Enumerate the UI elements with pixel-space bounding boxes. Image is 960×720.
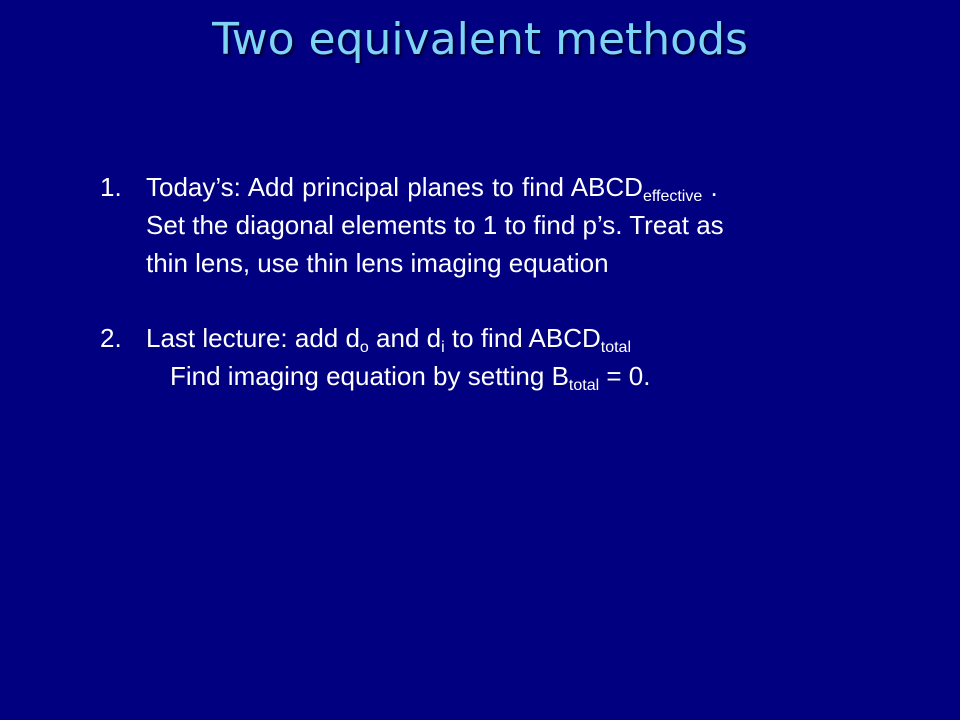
item-gap <box>100 282 900 319</box>
item-1-text-b: . <box>702 172 718 202</box>
subscript-total-2: total <box>568 377 600 394</box>
list-number-2: 2. <box>100 323 122 353</box>
list-item-1 <box>100 168 900 282</box>
item-1-line-2: Set the diagonal elements to 1 to find p’s. Treat as <box>146 210 724 240</box>
item-2-text-b: and d <box>368 323 442 353</box>
subscript-i: i <box>441 339 445 356</box>
subscript-effective: effective <box>642 188 703 205</box>
item-1-line-3: thin lens, use thin lens imaging equation <box>146 248 609 278</box>
list-item-2 <box>100 319 900 395</box>
item-1-text-a: Today’s: Add principal planes to find ABCD <box>146 172 643 202</box>
item-2-text-e: = 0. <box>599 361 651 391</box>
subscript-total-1: total <box>600 339 632 356</box>
subscript-o: o <box>359 339 369 356</box>
item-2-text-d: Find imaging equation by setting B <box>170 361 569 391</box>
item-2-text-a: Last lecture: add d <box>146 323 360 353</box>
item-2-line-2 <box>146 357 900 395</box>
list-number-1: 1. <box>100 172 122 202</box>
slide-title: Two equivalent methods <box>212 14 748 65</box>
slide-body <box>100 168 900 395</box>
item-2-line-1 <box>146 319 900 357</box>
item-2-text-c: to find ABCD <box>444 323 601 353</box>
item-1-line-1 <box>146 168 900 206</box>
